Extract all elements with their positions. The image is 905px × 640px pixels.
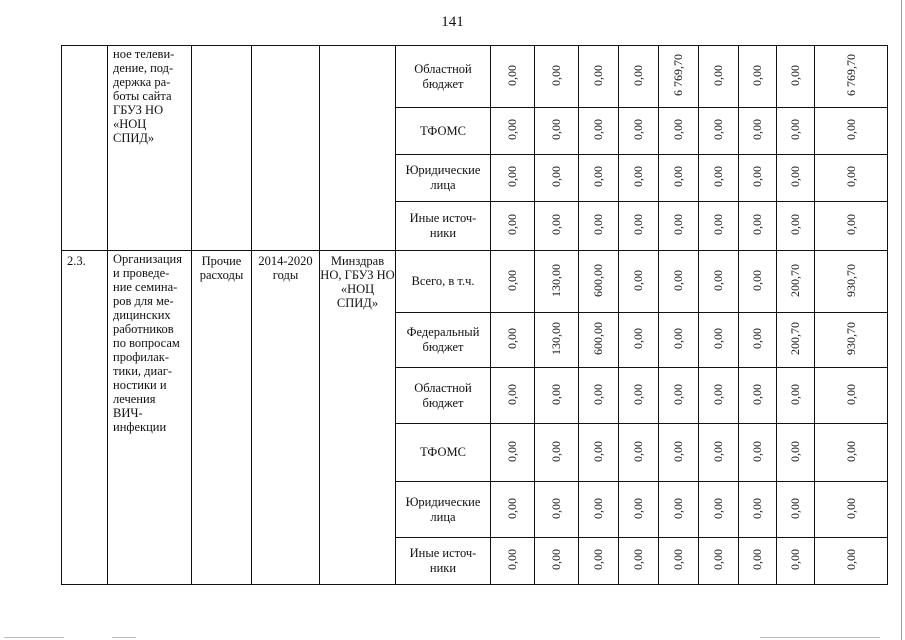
funding-value-cell <box>659 538 699 585</box>
funding-value-cell <box>491 313 535 368</box>
funding-value: 0,00 <box>505 64 519 86</box>
description-line: по вопросам <box>113 336 180 350</box>
funding-value: 0,00 <box>788 549 802 570</box>
funding-value: 0,00 <box>788 64 802 86</box>
funding-value-cell <box>619 202 659 251</box>
description-line: ностики и <box>113 378 167 392</box>
funding-value-cell <box>739 202 777 251</box>
funding-value: 0,00 <box>711 549 725 570</box>
funding-value-cell <box>739 368 777 424</box>
funding-value-cell <box>491 251 535 313</box>
funding-value-cell <box>739 251 777 313</box>
funding-value-cell <box>659 368 699 424</box>
funding-value-cell <box>659 313 699 368</box>
funding-value-cell <box>619 313 659 368</box>
funding-value-cell <box>739 538 777 585</box>
funding-source-cell: Областной бюджет <box>396 368 491 424</box>
funding-value: 0,00 <box>711 497 725 519</box>
funding-value-cell <box>699 251 739 313</box>
funding-value-cell <box>619 368 659 424</box>
funding-value-cell <box>535 251 579 313</box>
funding-value: 6 769,70 <box>671 54 685 96</box>
scan-edge-line <box>901 0 902 640</box>
funding-value: 0,00 <box>750 549 764 570</box>
funding-value: 0,00 <box>591 549 605 570</box>
funding-value: 6 769,70 <box>843 54 858 96</box>
funding-value: 0,00 <box>549 497 563 519</box>
description-line: работников <box>113 322 174 336</box>
funding-value-cell <box>659 108 699 155</box>
funding-value: 0,00 <box>549 214 563 235</box>
funding-value: 0,00 <box>843 440 858 462</box>
funding-value: 0,00 <box>505 497 519 519</box>
funding-value-cell <box>491 368 535 424</box>
funding-value: 0,00 <box>549 549 563 570</box>
funding-value: 0,00 <box>671 549 685 570</box>
description-line: ГБУЗ НО <box>113 103 164 117</box>
funding-value: 0,00 <box>505 549 519 570</box>
funding-value: 0,00 <box>750 119 764 140</box>
funding-value-cell <box>619 424 659 482</box>
funding-value: 0,00 <box>505 440 519 462</box>
funding-value-cell <box>815 368 888 424</box>
description-line: и проведе- <box>113 266 170 280</box>
funding-value: 0,00 <box>750 166 764 187</box>
funding-value-cell <box>491 46 535 108</box>
funding-value-cell <box>619 155 659 202</box>
funding-value-cell <box>491 424 535 482</box>
funding-value: 0,00 <box>788 119 802 140</box>
funding-value: 0,00 <box>671 166 685 187</box>
funding-value: 0,00 <box>671 383 685 405</box>
funding-value-cell <box>699 313 739 368</box>
funding-value: 0,00 <box>591 497 605 519</box>
funding-value: 0,00 <box>505 383 519 405</box>
funding-value: 0,00 <box>750 497 764 519</box>
funding-value: 0,00 <box>843 166 858 187</box>
funding-value-cell <box>777 202 815 251</box>
executor-cell <box>320 46 396 251</box>
funding-value-cell <box>815 155 888 202</box>
description-line: инфекции <box>113 420 167 434</box>
funding-value-cell <box>777 368 815 424</box>
funding-value: 0,00 <box>549 119 563 140</box>
funding-value-cell <box>699 538 739 585</box>
funding-value: 0,00 <box>711 383 725 405</box>
funding-value: 0,00 <box>711 64 725 86</box>
funding-value-cell <box>699 368 739 424</box>
funding-value-cell <box>579 155 619 202</box>
funding-value-cell <box>739 482 777 538</box>
funding-value: 0,00 <box>631 166 645 187</box>
funding-value: 0,00 <box>591 383 605 405</box>
funding-value-cell <box>777 108 815 155</box>
funding-value: 0,00 <box>549 64 563 86</box>
funding-source-cell: ТФОМС <box>396 424 491 482</box>
funding-value: 0,00 <box>671 119 685 140</box>
funding-value-cell <box>777 538 815 585</box>
expense-type-cell <box>192 46 252 251</box>
funding-value: 0,00 <box>631 269 645 291</box>
funding-value-cell <box>579 424 619 482</box>
funding-value: 0,00 <box>549 383 563 405</box>
funding-value-cell <box>535 538 579 585</box>
table-row <box>62 251 888 313</box>
funding-value: 0,00 <box>843 383 858 405</box>
funding-value-cell <box>535 202 579 251</box>
funding-value: 0,00 <box>750 328 764 349</box>
funding-value: 0,00 <box>711 328 725 349</box>
funding-value: 0,00 <box>591 440 605 462</box>
funding-value-cell <box>739 155 777 202</box>
funding-value-cell <box>815 108 888 155</box>
funding-value-cell <box>535 313 579 368</box>
funding-value-cell <box>659 46 699 108</box>
funding-value-cell <box>815 538 888 585</box>
funding-value-cell <box>815 313 888 368</box>
description-line: дицинских <box>113 308 171 322</box>
funding-value: 200,70 <box>788 322 802 355</box>
funding-value: 0,00 <box>591 119 605 140</box>
description-line: дение, под- <box>113 61 174 75</box>
funding-source-cell: ТФОМС <box>396 108 491 155</box>
funding-value-cell <box>619 251 659 313</box>
funding-value-cell <box>579 202 619 251</box>
funding-value-cell <box>535 46 579 108</box>
description-line: боты сайта <box>113 89 172 103</box>
funding-value-cell <box>777 424 815 482</box>
item-description-cell <box>108 251 192 585</box>
funding-value: 0,00 <box>505 214 519 235</box>
funding-value-cell <box>659 202 699 251</box>
description-line: держка ра- <box>113 75 171 89</box>
funding-source-cell: Юридические лица <box>396 155 491 202</box>
funding-value-cell <box>739 313 777 368</box>
table-row <box>62 46 888 108</box>
funding-value-cell <box>699 46 739 108</box>
funding-value: 0,00 <box>843 214 858 235</box>
description-line: ВИЧ- <box>113 406 143 420</box>
scan-mark <box>112 637 136 638</box>
funding-value: 0,00 <box>549 166 563 187</box>
funding-value: 0,00 <box>750 269 764 291</box>
funding-value: 0,00 <box>631 328 645 349</box>
funding-value: 0,00 <box>505 119 519 140</box>
funding-value-cell <box>491 155 535 202</box>
funding-value-cell <box>619 108 659 155</box>
funding-table-body <box>62 46 888 585</box>
description-line: ров для ме- <box>113 294 174 308</box>
funding-value: 600,00 <box>591 263 605 297</box>
funding-value: 0,00 <box>505 166 519 187</box>
funding-value-cell <box>491 108 535 155</box>
funding-value-cell <box>491 482 535 538</box>
funding-value: 0,00 <box>631 440 645 462</box>
funding-value-cell <box>535 424 579 482</box>
funding-value-cell <box>815 202 888 251</box>
funding-value: 0,00 <box>631 119 645 140</box>
funding-value: 130,00 <box>549 263 563 297</box>
funding-value: 130,00 <box>549 322 563 355</box>
funding-value: 930,70 <box>843 322 858 355</box>
funding-value: 0,00 <box>631 383 645 405</box>
funding-source-cell: Областной бюджет <box>396 46 491 108</box>
description-line: Организация <box>113 252 182 266</box>
funding-source-cell: Федеральный бюджет <box>396 313 491 368</box>
funding-value-cell <box>659 251 699 313</box>
description-line: лечения <box>113 392 156 406</box>
funding-value: 0,00 <box>788 497 802 519</box>
funding-value: 0,00 <box>591 64 605 86</box>
funding-value-cell <box>535 108 579 155</box>
funding-value: 0,00 <box>631 549 645 570</box>
funding-value: 0,00 <box>549 440 563 462</box>
funding-value-cell <box>579 108 619 155</box>
item-description-cell <box>108 46 192 251</box>
funding-value: 0,00 <box>788 383 802 405</box>
funding-source-cell: Иные источ-ники <box>396 202 491 251</box>
funding-value-cell <box>535 155 579 202</box>
funding-value-cell <box>699 482 739 538</box>
funding-value-cell <box>491 538 535 585</box>
period-cell: 2014-2020 годы <box>252 251 320 585</box>
funding-value: 0,00 <box>711 269 725 291</box>
funding-value-cell <box>619 482 659 538</box>
funding-source-cell: Всего, в т.ч. <box>396 251 491 313</box>
funding-value: 0,00 <box>671 497 685 519</box>
funding-source-cell: Иные источ-ники <box>396 538 491 585</box>
funding-value: 0,00 <box>750 383 764 405</box>
funding-value: 0,00 <box>788 166 802 187</box>
funding-value: 0,00 <box>750 440 764 462</box>
funding-value: 0,00 <box>711 119 725 140</box>
item-number-cell <box>62 46 108 251</box>
funding-value-cell <box>699 424 739 482</box>
funding-value-cell <box>619 538 659 585</box>
program-funding-table <box>61 45 888 585</box>
funding-value-cell <box>579 538 619 585</box>
funding-source-cell: Юридические лица <box>396 482 491 538</box>
funding-value: 0,00 <box>788 214 802 235</box>
funding-value: 0,00 <box>505 269 519 291</box>
funding-value: 0,00 <box>788 440 802 462</box>
funding-value-cell <box>491 202 535 251</box>
funding-value-cell <box>777 155 815 202</box>
funding-value-cell <box>699 155 739 202</box>
funding-value: 0,00 <box>505 328 519 349</box>
funding-value-cell <box>815 482 888 538</box>
funding-value: 0,00 <box>591 214 605 235</box>
funding-value: 0,00 <box>631 64 645 86</box>
funding-value: 0,00 <box>671 328 685 349</box>
funding-value: 0,00 <box>671 269 685 291</box>
funding-value-cell <box>579 251 619 313</box>
funding-value: 0,00 <box>750 214 764 235</box>
funding-value-cell <box>535 482 579 538</box>
funding-value-cell <box>815 46 888 108</box>
funding-value-cell <box>777 251 815 313</box>
funding-value: 0,00 <box>711 440 725 462</box>
funding-value: 600,00 <box>591 322 605 355</box>
period-cell <box>252 46 320 251</box>
funding-value-cell <box>777 482 815 538</box>
funding-value-cell <box>815 251 888 313</box>
item-number-cell: 2.3. <box>62 251 108 585</box>
funding-value-cell <box>739 108 777 155</box>
description-line: «НОЦ <box>113 117 147 131</box>
funding-value-cell <box>535 368 579 424</box>
funding-value: 0,00 <box>631 497 645 519</box>
executor-cell: Минздрав НО, ГБУЗ НО «НОЦ СПИД» <box>320 251 396 585</box>
funding-value: 0,00 <box>671 214 685 235</box>
funding-value-cell <box>777 313 815 368</box>
description-line: тики, диаг- <box>113 364 173 378</box>
scan-mark <box>760 637 880 638</box>
funding-value-cell <box>777 46 815 108</box>
funding-value-cell <box>739 424 777 482</box>
description-line: профилак- <box>113 350 169 364</box>
funding-value-cell <box>659 482 699 538</box>
funding-value-cell <box>619 46 659 108</box>
funding-value-cell <box>579 46 619 108</box>
description-line: ное телеви- <box>113 47 175 61</box>
expense-type-cell: Прочие расходы <box>192 251 252 585</box>
funding-value: 0,00 <box>591 166 605 187</box>
funding-value-cell <box>739 46 777 108</box>
funding-value: 0,00 <box>843 497 858 519</box>
funding-value: 0,00 <box>750 64 764 86</box>
funding-value-cell <box>815 424 888 482</box>
funding-value-cell <box>579 482 619 538</box>
funding-value-cell <box>579 313 619 368</box>
description-line: ние семина- <box>113 280 178 294</box>
funding-value-cell <box>659 155 699 202</box>
funding-value: 0,00 <box>711 166 725 187</box>
funding-value: 930,70 <box>843 263 858 297</box>
funding-value: 0,00 <box>843 549 858 570</box>
funding-value: 0,00 <box>843 119 858 140</box>
funding-value: 200,70 <box>788 263 802 297</box>
page-number: 141 <box>441 14 464 30</box>
funding-value-cell <box>699 202 739 251</box>
description-line: СПИД» <box>113 131 155 145</box>
funding-value-cell <box>659 424 699 482</box>
funding-value: 0,00 <box>671 440 685 462</box>
scan-mark <box>4 637 64 638</box>
funding-value-cell <box>579 368 619 424</box>
funding-value: 0,00 <box>631 214 645 235</box>
funding-value: 0,00 <box>711 214 725 235</box>
funding-value-cell <box>699 108 739 155</box>
